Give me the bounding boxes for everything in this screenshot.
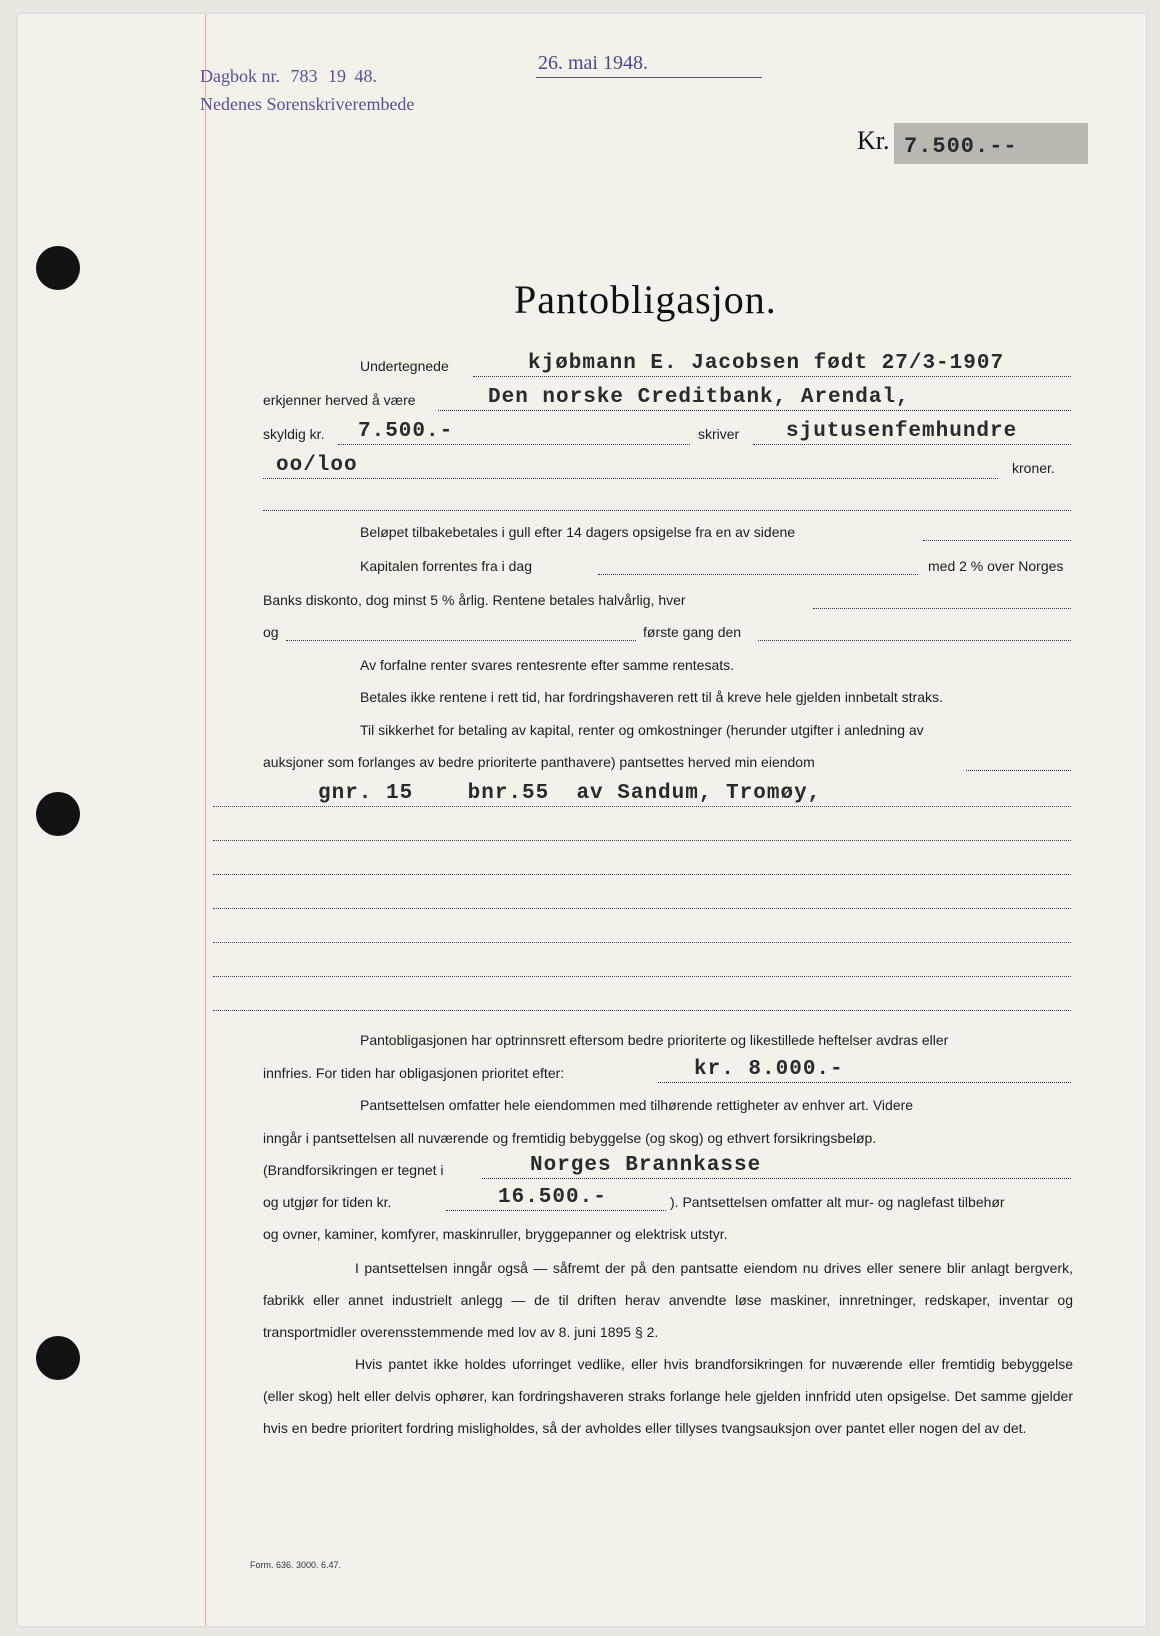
insurance-company: Norges Brannkasse	[530, 1154, 762, 1177]
document-title: Pantobligasjon.	[514, 277, 777, 322]
field-line	[482, 1178, 1071, 1179]
field-line	[658, 1082, 1071, 1083]
paragraph-industrial: I pantsettelsen inngår også — såfremt der på den pantsatte eiendom nu drives eller senere blir anlagt bergverk, fabrikk eller annet industrielt anlegg — de til driften herav anvendte løse maskiner, innretninger, redskaper, inventar og transportmidler overensstemmende med lov av 8. juni 1895 § 2.	[263, 1260, 1073, 1340]
term-line-4b: første gang den	[643, 624, 742, 640]
term-line-6: Betales ikke rentene i rett tid, har fordringshaveren rett til å kreve hele gjelden innbetalt straks.	[360, 689, 943, 705]
property-line	[213, 908, 1071, 909]
insurance-line-4a: og utgjør for tiden kr.	[263, 1194, 392, 1210]
margin-line	[205, 14, 206, 1626]
kr-amount: 7.500.--	[904, 134, 1018, 159]
priority-line-1: Pantobligasjonen har optrinnsrett eftersom bedre prioriterte og likestillede heftelser avdras eller	[360, 1032, 949, 1048]
skriver-value: sjutusenfemhundre	[786, 420, 1018, 443]
property-line	[213, 874, 1071, 875]
property-line	[213, 976, 1071, 977]
office-stamp: Nedenes Sorenskriverembede	[200, 94, 415, 114]
ore-value: oo/loo	[276, 454, 358, 477]
field-line	[286, 640, 636, 641]
term-line-7: Til sikkerhet for betaling av kapital, renter og omkostninger (herunder utgifter i anledning av	[360, 722, 924, 738]
insurance-line-3: (Brandforsikringen er tegnet i	[263, 1162, 444, 1178]
insurance-line-1: Pantsettelsen omfatter hele eiendommen med tilhørende rettigheter av enhver art. Videre	[360, 1097, 914, 1113]
term-line-2b: med 2 % over Norges	[928, 558, 1064, 574]
skriver-label: skriver	[698, 426, 740, 442]
term-line-1: Beløpet tilbakebetales i gull efter 14 dagers opsigelse fra en av sidene	[360, 524, 796, 540]
punch-hole-icon	[36, 1336, 80, 1380]
term-line-2a: Kapitalen forrentes fra i dag	[360, 558, 532, 574]
field-line	[338, 444, 690, 445]
undertegnede-label: Undertegnede	[360, 358, 449, 374]
field-line	[598, 574, 918, 575]
dagbok-label: Dagbok nr.	[200, 66, 280, 86]
form-number: Form. 636. 3000. 6.47.	[250, 1560, 342, 1570]
erkjenner-value: Den norske Creditbank, Arendal,	[488, 386, 910, 409]
year-prefix: 19	[328, 66, 346, 86]
property-line	[213, 840, 1071, 841]
field-line	[446, 1210, 666, 1211]
property-line	[213, 942, 1071, 943]
date-underline	[536, 77, 762, 78]
paragraph-maintenance: Hvis pantet ikke holdes uforringet vedlike, eller hvis brandforsikringen for nuværende eller fremtidig bebyggelse (eller skog) helt eller delvis ophører, kan fordringshaveren straks forlange hele gjelden innfridd uten opsigelse. Det samme gjelder hvis en bedre prioritert fordring misligholdes, så der avholdes eller tillyses tvangsauksjon over pantet eller nogen del av det.	[263, 1356, 1073, 1436]
field-line	[753, 444, 1071, 445]
term-line-4a: og	[263, 624, 279, 640]
property-line	[213, 1010, 1071, 1011]
priority-line-2: innfries. For tiden har obligasjonen prioritet efter:	[263, 1065, 565, 1081]
insurance-line-2: inngår i pantsettelsen all nuværende og fremtidig bebyggelse (og skog) og ethvert forsikringsbeløp.	[263, 1130, 877, 1146]
property-description: gnr. 15 bnr.55 av Sandum, Tromøy,	[318, 782, 822, 805]
field-line	[473, 376, 1071, 377]
skyldig-value: 7.500.-	[358, 420, 454, 443]
term-line-5: Av forfalne renter svares rentesrente efter samme rentesats.	[360, 657, 735, 673]
kroner-label: kroner.	[1012, 460, 1055, 476]
field-line	[923, 540, 1071, 541]
field-line	[966, 770, 1071, 771]
punch-hole-icon	[36, 246, 80, 290]
dagbok-number: 783	[290, 66, 318, 86]
field-line	[813, 608, 1071, 609]
document-page	[18, 14, 1146, 1626]
kr-label: Kr.	[857, 126, 890, 155]
erkjenner-label: erkjenner herved å være	[263, 392, 416, 408]
punch-hole-icon	[36, 792, 80, 836]
insurance-amount: 16.500.-	[498, 1186, 607, 1209]
insurance-line-5: og ovner, kaminer, komfyrer, maskinruller, bryggepanner og elektrisk utstyr.	[263, 1226, 728, 1242]
year-suffix: 48.	[354, 66, 377, 86]
insurance-line-4b: ). Pantsettelsen omfatter alt mur- og naglefast tilbehør	[670, 1194, 1005, 1210]
field-line	[263, 510, 1071, 511]
term-line-8: auksjoner som forlanges av bedre prioriterte panthavere) pantsettes herved min eiendom	[263, 754, 815, 770]
term-line-3: Banks diskonto, dog minst 5 % årlig. Rentene betales halvårlig, hver	[263, 592, 686, 608]
property-line	[213, 806, 1071, 807]
dagbok-line	[200, 66, 377, 87]
priority-value: kr. 8.000.-	[694, 1058, 844, 1081]
field-line	[758, 640, 1071, 641]
closing-paragraphs	[263, 1252, 1073, 1444]
undertegnede-value: kjøbmann E. Jacobsen født 27/3-1907	[528, 352, 1005, 375]
field-line	[438, 410, 1071, 411]
skyldig-label: skyldig kr.	[263, 426, 325, 442]
date-stamp: 26. mai 1948.	[538, 52, 648, 74]
field-line	[263, 478, 998, 479]
